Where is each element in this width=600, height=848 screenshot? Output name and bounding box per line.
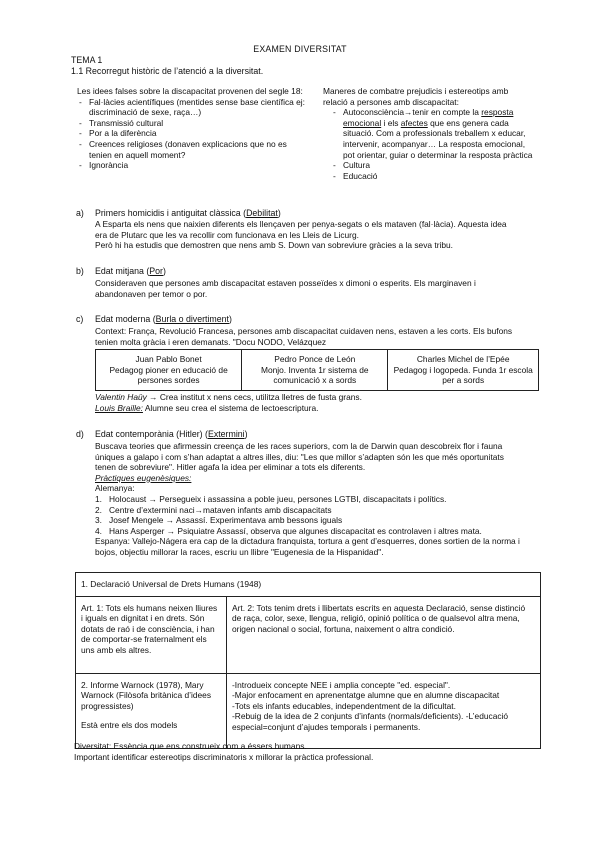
list-item: - Ignorància xyxy=(77,160,309,171)
table-row xyxy=(76,573,541,597)
page-title: EXAMEN DIVERSITAT xyxy=(253,44,347,54)
section-c-heading: c) Edat moderna (Burla o divertiment) xyxy=(76,314,232,324)
inventors-table xyxy=(95,349,539,391)
false-ideas-column xyxy=(77,86,309,171)
declaration-header: 1. Declaració Universal de Drets Humans (1948) xyxy=(76,573,541,597)
list-item: 3. Josef Mengele → Assassí. Experimentava amb bessons iguals xyxy=(95,515,343,526)
false-ideas-list xyxy=(77,97,309,171)
section-d-heading: d) Edat contemporània (Hitler) (Extermini) xyxy=(76,429,248,439)
table-row xyxy=(76,673,541,748)
section-a-heading: a) Primers homicidis i antiguitat clàssica (Debilitat) xyxy=(76,208,281,218)
section-b-body: Consideraven que persones amb discapacitat estaven posseïdes x dimoni o esperits. Els marginaven i abandonaven per temor o por. xyxy=(95,278,476,299)
list-item: - Fal·làcies acientífiques (mentides sense base científica ej: discriminació de sexe, raça…) xyxy=(77,97,309,118)
list-item: - Creences religioses (donaven explicacions que no es tenien en aquell moment? xyxy=(77,139,309,160)
eugenics-list xyxy=(95,494,525,536)
list-item: - Cultura xyxy=(331,160,533,171)
section-c-notes: Valentin Haüy → Crea institut x nens cecs, utilitza lletres de fusta grans. Louis Braille: Alumne seu crea el sistema de lectoescriptura. xyxy=(95,392,362,413)
list-item: - Por a la diferència xyxy=(77,128,309,139)
list-item: - Transmissió cultural xyxy=(77,118,309,129)
tema-heading: TEMA 1 xyxy=(71,55,103,65)
combat-intro: Maneres de combatre prejudicis i estereotips amb relació a persones amb discapacitat: xyxy=(323,86,509,107)
emotional-response-term: resposta emocional xyxy=(343,107,514,128)
list-item: 1. Holocaust → Persegueix i assassina a poble jueu, persones LGTBI, discapacitats i polítics. xyxy=(95,493,447,504)
list-item: 2. Centre d’extermini naci→mataven infants amb discapacitats xyxy=(95,504,332,515)
list-item: - Educació xyxy=(331,171,533,182)
inventor-cell: Pedro Ponce de León Monjo. Inventa 1r sistema de comunicació x a sords xyxy=(242,350,388,391)
affects-term: afectes xyxy=(400,117,428,128)
inventor-cell: Juan Pablo Bonet Pedagog pioner en educació de persones sordes xyxy=(96,350,242,391)
spain-note: Espanya: Vallejo-Nágera era cap de la dictadura franquista, tortura a gent d’esquerres, dones sortien de la norma i bojos, objectiu millorar la races, escriu un llibre "Eugenesia de la Hispanidad". xyxy=(95,536,520,557)
list-item: 4. Hans Asperger → Psiquiatre Assassí, observa que algunes discapacitat es controlaven i altres mata. xyxy=(95,525,482,536)
false-ideas-intro: Les idees falses sobre la discapacitat provenen del segle 18: xyxy=(77,86,303,96)
warnock-points-cell: -Introdueix concepte NEE i amplia concepte "ed. especial". -Major enfocament en aprenentatge alumne que en alumne discapacitat -Tots els infants educables, independentment de la dificultat. -Rebuig de la idea de 2 conjunts d’infants (normals/deficients). -L’educació especial=conjunt d’ajudes temporals i permanents. xyxy=(227,673,541,748)
combat-list xyxy=(323,107,533,181)
list-item: - Autoconsciència→tenir en compte la resposta emocional i els afectes que ens genera cada situació. Com a professionals treballem x educar, intervenir, acompanyar… La resposta emocional, pot orientar, guiar o determinar la resposta pràctica xyxy=(331,107,533,160)
footer-notes: Diversitat: Essència que ens construeix com a éssers humans. Important identificar estereotips discriminatoris x millorar la pràctica professional. xyxy=(74,741,374,762)
section-heading-1-1: 1.1 Recorregut històric de l’atenció a la diversitat. xyxy=(71,66,264,76)
inventor-cell: Charles Michel de l’Epée Pedagog i logopeda. Funda 1r escola per a sords xyxy=(388,350,539,391)
combat-prejudices-column xyxy=(323,86,533,181)
rights-table xyxy=(75,572,541,749)
section-d-body: Buscava teories que afirmessin creença de les races superiors, com la de Darwin quan descobreix flor i fauna úniques a galapo i com s’han adaptat a altres illes, diu: "Les que millor s’adapten són les que més oportunitats tenen de sobreviure". Hitler agafa la idea per eliminar a tots els diferents. Pràctiques eugenèsiques: Alemanya: 1. Holocaust → Persegueix i assassina a poble jueu, persones LGTBI, discapacitats i polítics. 2. Centre d’extermini naci→mataven infants amb discapacitats 3. Josef Mengele → Assassí. Experimentava amb bessons iguals 4. Hans Asperger → Psiquiatre Assassí, observa que algunes discapacitat es controlaven i altres mata. Espanya: Vallejo-Nágera era cap de la dictadura franquista, tortura a gent d’esquerres, dones sortien de la norma i bojos, objectiu millorar la races, escriu un llibre "Eugenesia de la Hispanidad". xyxy=(95,441,525,558)
section-a-body: A Esparta els nens que naixien diferents els llençaven per penya-segats o els mataven (fal·làcia). Aquesta idea era de Plutarc que les va recollir com funcionava en les Lleis de Licurg. Però hi ha estudis que demostren que nens amb S. Down van sobreviure gràcies a la seva tribu. xyxy=(95,219,507,251)
section-b-heading: b) Edat mitjana (Por) xyxy=(76,266,166,276)
section-c-context: Context: França, Revolució Francesa, persones amb discapacitat cuidaven nens, estaven a les corts. Els bufons tenien molta gràcia i eren demanats. "Docu NODO, Velázquez xyxy=(95,326,513,347)
article-1-cell: Art. 1: Tots els humans neixen lliures i iguals en dignitat i en drets. Són dotats de raó i de consciència, i han de comportar-se fraternalment els uns amb els altres. xyxy=(76,596,227,673)
warnock-cell: 2. Informe Warnock (1978), Mary Warnock (Filòsofa britànica d’idees progressistes) Està entre els dos models xyxy=(76,673,227,748)
table-row xyxy=(96,350,539,391)
article-2-cell: Art. 2: Tots tenim drets i llibertats escrits en aquesta Declaració, sense distinció de raça, color, sexe, llengua, religió, opinió política o de qualsevol altra mena, origen nacional o social, fortuna, naixement o altra condició. xyxy=(227,596,541,673)
table-row xyxy=(76,596,541,673)
